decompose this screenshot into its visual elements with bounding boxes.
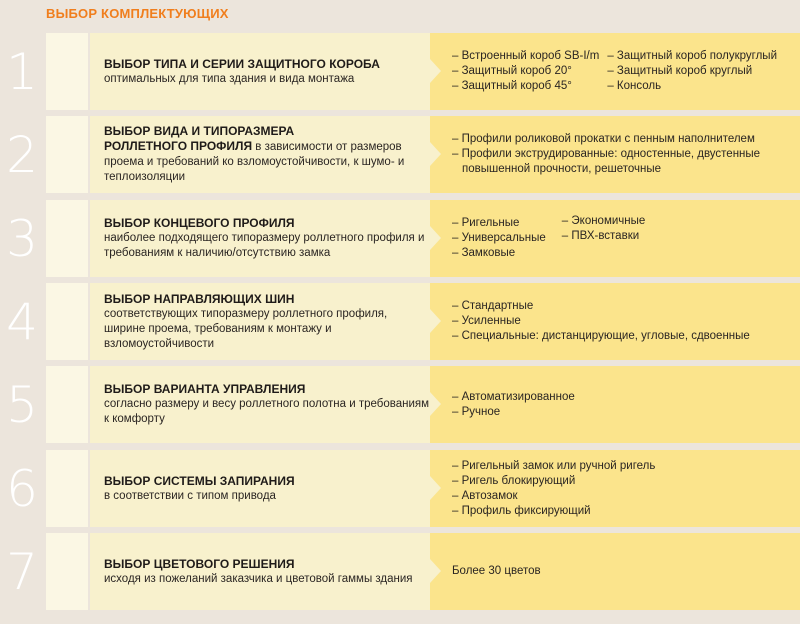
- list-item: – Встроенный короб SB-I/m: [452, 50, 600, 62]
- step-tab: [46, 283, 88, 360]
- step-heading: ВЫБОР СИСТЕМЫ ЗАПИРАНИЯ: [104, 473, 295, 488]
- list-item: – Автоматизированное: [452, 390, 575, 403]
- step-number: 3: [6, 209, 38, 268]
- list-item: – Профиль фиксирующий: [452, 504, 591, 517]
- list-item: – Защитный короб 20°: [452, 65, 572, 77]
- step-description: соответствующих типоразмеру роллетного профиля, ширине проема, требованиям к монтажу и взломоустойчивости: [104, 307, 388, 350]
- arrow-icon: [430, 559, 441, 583]
- arrow-icon: [430, 309, 441, 333]
- step-heading: ВЫБОР КОНЦЕВОГО ПРОФИЛЯ: [104, 216, 295, 230]
- step-row-1: [0, 33, 800, 110]
- list-item: – Профили экструдированные: одностенные, двустенные повышенной прочности, решеточные: [452, 148, 761, 175]
- step-options: [452, 366, 797, 443]
- arrow-icon: [430, 142, 441, 166]
- step-description-block: [90, 450, 430, 527]
- step-description: согласно размеру и весу роллетного полотна и требованиям к комфорту: [104, 398, 430, 425]
- step-description-block: [90, 200, 430, 277]
- step-options: [452, 33, 797, 110]
- list-item: – Замковые: [452, 247, 516, 259]
- step-heading: ВЫБОР ВИДА И ТИПОРАЗМЕРА: [104, 124, 295, 138]
- step-number: 1: [6, 42, 38, 101]
- list-item: – Ригельные: [452, 217, 520, 229]
- step-options: [452, 200, 797, 277]
- step-description: в соответствии с типом привода: [104, 489, 276, 502]
- list-item: – Универсальные: [452, 232, 546, 244]
- step-number: 7: [6, 542, 38, 601]
- step-tab: [46, 366, 88, 443]
- step-options: [452, 533, 797, 610]
- step-tab: [46, 200, 88, 277]
- step-row-6: [0, 450, 800, 527]
- arrow-icon: [430, 226, 441, 250]
- options-column: [452, 132, 782, 177]
- step-heading: ВЫБОР ВАРИАНТА УПРАВЛЕНИЯ: [104, 382, 306, 396]
- options-column: [607, 49, 777, 94]
- arrow-icon: [430, 59, 441, 83]
- step-tab: [46, 116, 88, 193]
- arrow-icon: [430, 392, 441, 416]
- arrow-icon: [430, 476, 441, 500]
- step-description-block: [90, 283, 430, 360]
- step-number: 5: [6, 375, 38, 434]
- step-description-block: [90, 533, 430, 610]
- options-column: [452, 459, 655, 519]
- step-number: 2: [6, 125, 38, 184]
- list-item: – Консоль: [607, 80, 662, 92]
- list-item: – Защитный короб полукруглый: [607, 50, 777, 62]
- list-item: – Ручное: [452, 405, 501, 418]
- step-tab: [46, 33, 88, 110]
- list-item: – Автозамок: [452, 489, 518, 502]
- step-row-7: [0, 533, 800, 610]
- step-row-3: [0, 200, 800, 277]
- step-tab: [46, 533, 88, 610]
- step-heading: ВЫБОР ЦВЕТОВОГО РЕШЕНИЯ: [104, 556, 295, 571]
- options-column: [452, 49, 599, 94]
- list-item: – Экономичные: [561, 215, 646, 227]
- page-title: ВЫБОР КОМПЛЕКТУЮЩИХ: [46, 6, 229, 21]
- list-item: – Ригельный замок или ручной ригель: [452, 459, 656, 472]
- list-item: – Ригель блокирующий: [452, 474, 576, 487]
- list-item: – Усиленные: [452, 315, 521, 327]
- step-heading: ВЫБОР НАПРАВЛЯЮЩИХ ШИН: [104, 291, 295, 306]
- options-column: [562, 214, 646, 244]
- step-number: 4: [6, 292, 38, 351]
- step-description: наиболее подходящего типоразмеру роллетного профиля и требованиям к наличию/отсутствию замка: [104, 232, 425, 259]
- options-column: [452, 299, 750, 344]
- step-description-block: [90, 33, 430, 110]
- options-column: [452, 390, 575, 420]
- step-description: оптимальных для типа здания и вида монтажа: [104, 72, 355, 85]
- list-item: Более 30 цветов: [452, 565, 541, 577]
- step-options: [452, 116, 797, 193]
- step-description: исходя из пожеланий заказчика и цветовой гаммы здания: [104, 572, 413, 585]
- step-options: [452, 450, 797, 527]
- step-heading-line2: РОЛЛЕТНОГО ПРОФИЛЯ: [104, 139, 253, 153]
- list-item: – Профили роликовой прокатки с пенным наполнителем: [452, 133, 755, 145]
- step-description-block: [90, 366, 430, 443]
- step-tab: [46, 450, 88, 527]
- step-description: проема и требований ко взломоустойчивости, к шумо- и теплоизоляции: [104, 156, 405, 183]
- list-item: – Специальные: дистанцирующие, угловые, сдвоенные: [452, 330, 750, 342]
- step-row-5: [0, 366, 800, 443]
- step-number: 6: [6, 459, 38, 518]
- options-column: [452, 216, 546, 261]
- step-row-4: [0, 283, 800, 360]
- step-options: [452, 283, 797, 360]
- list-item: – Защитный короб круглый: [607, 65, 753, 77]
- step-row-2: [0, 116, 800, 193]
- list-item: – Защитный короб 45°: [452, 80, 572, 92]
- step-description-inline: в зависимости от размеров: [252, 141, 402, 153]
- step-description-block: [90, 116, 430, 193]
- step-heading: ВЫБОР ТИПА И СЕРИИ ЗАЩИТНОГО КОРОБА: [104, 56, 380, 71]
- list-item: – Стандартные: [452, 300, 534, 312]
- list-item: – ПВХ-вставки: [561, 230, 640, 242]
